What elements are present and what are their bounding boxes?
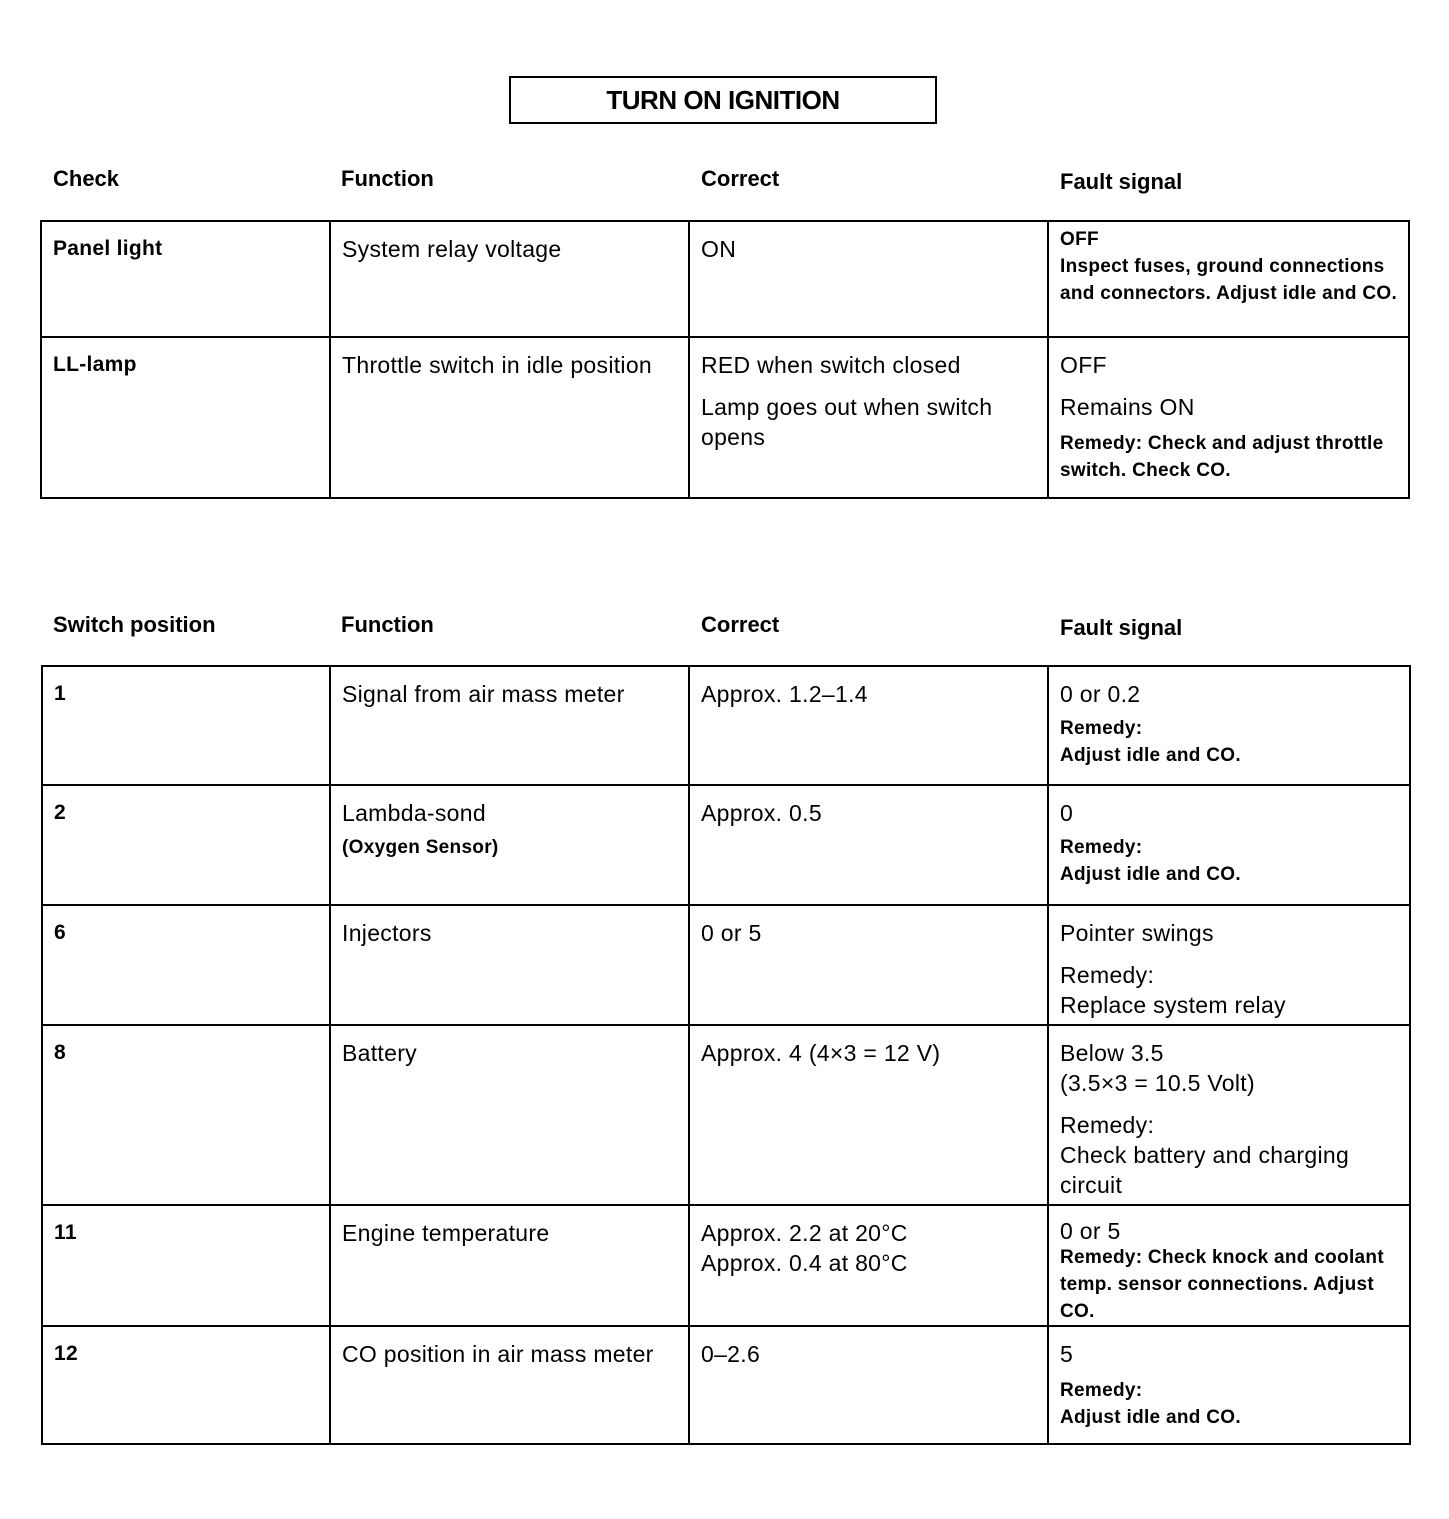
header-fault-signal: Fault signal (1060, 169, 1183, 194)
header-switch-position: Switch position (53, 612, 216, 637)
fault-line: OFF (1060, 352, 1107, 378)
table-row (42, 905, 1410, 1025)
fault-line: 0 or 5 (1060, 1218, 1121, 1244)
header-function: Function (341, 166, 434, 191)
position-cell: 11 (42, 1205, 330, 1326)
correct-line: RED when switch closed (701, 352, 961, 378)
function-line: Lambda-sond (342, 800, 486, 826)
remedy-label: Remedy: (1060, 718, 1143, 739)
fault-cell (1048, 905, 1410, 1025)
ignition-check-table (40, 220, 1410, 499)
correct-cell: Approx. 4 (4×3 = 12 V) (689, 1025, 1048, 1205)
function-cell: Engine temperature (330, 1205, 689, 1326)
header-function: Function (341, 612, 434, 637)
table-row (41, 221, 1409, 337)
header-correct: Correct (701, 612, 780, 637)
fault-remedy: Inspect fuses, ground connections and connectors. Adjust idle and CO. (1060, 256, 1398, 304)
fault-cell (1048, 1205, 1410, 1326)
table-row (42, 1025, 1410, 1205)
function-cell (330, 785, 689, 905)
fault-cell (1048, 337, 1409, 498)
function-cell: Injectors (330, 905, 689, 1025)
fault-sub: (3.5×3 = 10.5 Volt) (1060, 1070, 1255, 1096)
fault-cell (1048, 785, 1410, 905)
function-cell: Battery (330, 1025, 689, 1205)
remedy-label: Remedy: (1060, 837, 1143, 858)
correct-cell (689, 1205, 1048, 1326)
remedy-text: Adjust idle and CO. (1060, 864, 1241, 885)
header-check: Check (53, 166, 120, 191)
table-row (42, 1205, 1410, 1326)
remedy-label: Remedy: (1060, 1380, 1143, 1401)
fault-cell (1048, 1025, 1410, 1205)
remedy-text: Remedy: Check knock and coolant temp. sensor connections. Adjust CO. (1060, 1247, 1384, 1322)
function-sub: (Oxygen Sensor) (342, 837, 499, 858)
remedy-label: Remedy: (1060, 962, 1155, 988)
switch-position-table (41, 665, 1411, 1445)
correct-cell: ON (689, 221, 1048, 337)
function-cell: CO position in air mass meter (330, 1326, 689, 1444)
header-correct: Correct (701, 166, 780, 191)
correct-cell: Approx. 0.5 (689, 785, 1048, 905)
table2-header (41, 612, 1408, 638)
fault-line: Remains ON (1060, 394, 1195, 420)
position-cell: 1 (42, 666, 330, 785)
correct-cell: 0 or 5 (689, 905, 1048, 1025)
table-row (42, 785, 1410, 905)
table-row (42, 666, 1410, 785)
fault-line: Pointer swings (1060, 920, 1214, 946)
table-row (41, 337, 1409, 498)
correct-line: Approx. 0.4 at 80°C (701, 1250, 908, 1276)
function-cell: Throttle switch in idle position (330, 337, 689, 498)
correct-line: Approx. 2.2 at 20°C (701, 1220, 908, 1246)
fault-line: 5 (1060, 1341, 1074, 1367)
correct-cell: 0–2.6 (689, 1326, 1048, 1444)
check-cell: Panel light (41, 221, 330, 337)
fault-remedy: Remedy: Check and adjust throttle switch. Check CO. (1060, 433, 1384, 481)
position-cell: 12 (42, 1326, 330, 1444)
fault-line: 0 or 0.2 (1060, 681, 1141, 707)
remedy-text: Adjust idle and CO. (1060, 745, 1241, 766)
check-cell: LL-lamp (41, 337, 330, 498)
correct-cell: Approx. 1.2–1.4 (689, 666, 1048, 785)
remedy-text: Check battery and charging circuit (1060, 1142, 1350, 1198)
correct-line: Lamp goes out when switch opens (701, 394, 993, 450)
table-row (42, 1326, 1410, 1444)
correct-cell (689, 337, 1048, 498)
function-cell: Signal from air mass meter (330, 666, 689, 785)
position-cell: 8 (42, 1025, 330, 1205)
position-cell: 2 (42, 785, 330, 905)
function-cell: System relay voltage (330, 221, 689, 337)
page-title: TURN ON IGNITION (509, 76, 937, 124)
fault-title: OFF (1060, 229, 1099, 250)
remedy-label: Remedy: (1060, 1112, 1155, 1138)
table1-header (41, 166, 1408, 192)
fault-cell (1048, 221, 1409, 337)
fault-cell (1048, 666, 1410, 785)
fault-line: Below 3.5 (1060, 1040, 1164, 1066)
remedy-text: Adjust idle and CO. (1060, 1407, 1241, 1428)
remedy-text: Replace system relay (1060, 992, 1286, 1018)
fault-line: 0 (1060, 800, 1074, 826)
header-fault-signal: Fault signal (1060, 615, 1183, 640)
fault-cell (1048, 1326, 1410, 1444)
position-cell: 6 (42, 905, 330, 1025)
